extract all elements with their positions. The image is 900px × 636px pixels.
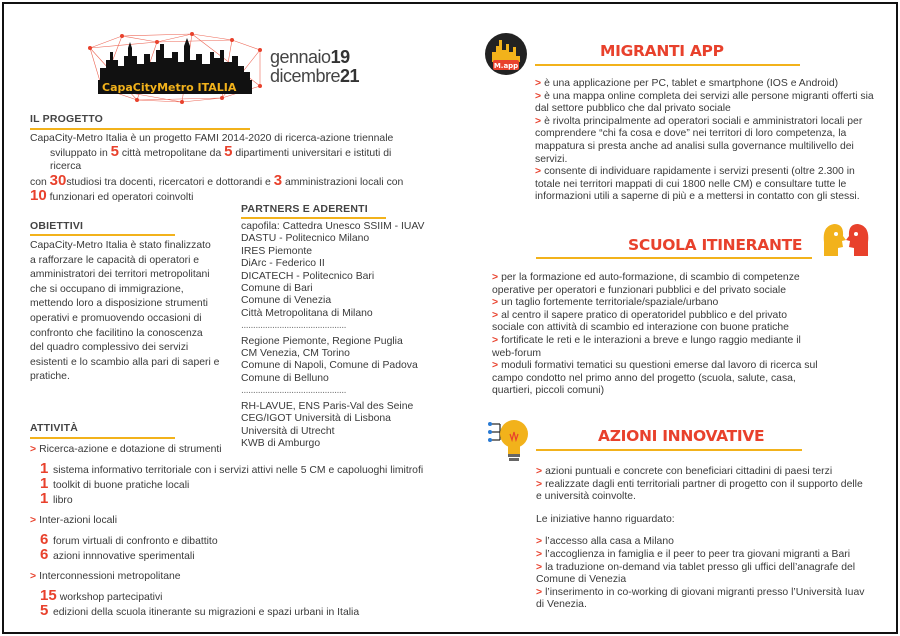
attivita-item-text: workshop partecipativi	[59, 592, 163, 603]
arrow-icon: >	[492, 297, 499, 309]
bullet-line	[492, 272, 862, 285]
obiettivi-line: pratiche.	[30, 371, 70, 383]
bullet-text: moduli formativi tematici su questioni emerse dal lavoro di ricerca sul	[501, 360, 818, 372]
bullet-text: di Venezia.	[536, 599, 587, 611]
date-month-start: gennaio	[270, 47, 331, 67]
bullet-text: sociale con attività di scambio ed interazione con buone pratiche	[492, 322, 789, 334]
bullet-text: per la formazione ed auto-formazione, di scambio di competenze	[501, 272, 800, 283]
attivita-item	[40, 533, 430, 548]
bullet-line	[492, 285, 862, 298]
bullet-line	[492, 310, 862, 323]
obiettivi-line: esistenti e lo scambio alla pari di saperi e	[30, 356, 220, 368]
count-departments: 5	[224, 143, 233, 161]
svg-text:M.app: M.app	[493, 62, 519, 70]
bullet-text: informazioni utili a saperne di più e a mettersi in contatto con gli stessi.	[535, 191, 860, 203]
partner-item: RH-LAVUE, ENS Paris-Val des Seine	[241, 400, 414, 412]
obiettivi-line: che si occupano di immigrazione,	[30, 283, 184, 295]
attivita-item-text: libro	[53, 495, 73, 506]
bullet-text: quartieri, piccoli comuni)	[492, 385, 605, 397]
partner-item: DiArc - Federico II	[241, 258, 325, 270]
bullet-line	[492, 335, 862, 348]
partner-item: Regione Piemonte, Regione Puglia	[241, 335, 403, 347]
bullet-text: Comune di Venezia	[536, 574, 627, 586]
attivita-underline	[30, 437, 175, 439]
partners-underline	[241, 217, 386, 219]
bullet-text: la traduzione on-demand via tablet presso gli uffici dell’anagrafe del	[545, 561, 856, 573]
attivita-head-interconnessioni: Interconnessioni metropolitane	[39, 571, 181, 582]
bullet-line	[535, 179, 880, 192]
bullet-line	[536, 491, 881, 504]
bullet-line	[536, 536, 881, 549]
bullet-line	[535, 141, 880, 154]
arrow-icon: >	[536, 561, 543, 573]
obiettivi-line: confronto che facilitino la conoscenza	[30, 327, 203, 339]
bullet-line	[536, 562, 881, 575]
arrow-icon: >	[30, 515, 37, 526]
bullet-line	[535, 191, 880, 204]
scuola-underline	[536, 257, 812, 259]
bullet-line	[535, 154, 880, 167]
attivita-item-text: toolkit di buone pratiche locali	[53, 480, 190, 491]
attivita-item	[40, 462, 430, 477]
obiettivi-line: del quadro complessivo dei servizi	[30, 342, 189, 354]
bullet-line	[492, 360, 862, 373]
lightbulb-icon	[486, 414, 532, 464]
bullet-line	[536, 587, 881, 600]
capacity-metro-logo	[82, 28, 267, 106]
partners-separator: ............................................	[241, 385, 347, 397]
azioni-underline	[536, 449, 802, 451]
partners-list	[241, 221, 441, 450]
obiettivi-line: a rafforzare le capacità di operatori e	[30, 254, 200, 266]
bullet-text: realizzate dagli enti territoriali partner di progetto con il supporto delle	[545, 478, 863, 490]
partner-item: CEG/IGOT Università di Lisbona	[241, 413, 391, 425]
partner-item: KWB di Amburgo	[241, 437, 321, 449]
attivita-item-text: edizioni della scuola itinerante su migrazioni e spazi urbani in Italia	[53, 607, 360, 618]
attivita-item	[40, 492, 430, 507]
bullet-text: è una mappa online completa dei servizi alle persone migranti offerti sia	[544, 90, 874, 102]
attivita-head-interazioni: Inter-azioni locali	[39, 515, 118, 526]
bullet-text: l’accesso alla casa a Milano	[545, 536, 674, 548]
bullet-line	[535, 116, 880, 129]
arrow-icon: >	[536, 586, 543, 598]
bullet-line	[492, 385, 862, 398]
attivita-count: 1	[40, 460, 49, 477]
count-cities: 5	[110, 143, 119, 161]
azioni-intro: Le iniziative hanno riguardato:	[536, 513, 675, 525]
bullet-text: è rivolta principalmente ad operatori sociali e amministratori locali per	[544, 115, 863, 127]
dialogue-heads-icon	[820, 220, 872, 258]
bullet-text: azioni puntuali e concrete con beneficiari cittadini di paesi terzi	[545, 466, 833, 477]
scuola-text	[492, 272, 862, 398]
azioni-text	[536, 466, 881, 612]
date-month-end: dicembre	[270, 66, 341, 86]
bullet-line	[492, 373, 862, 386]
attivita-item-text: forum virtuali di confronto e dibattito	[53, 536, 218, 547]
bullet-text: è una applicazione per PC, tablet e smartphone (IOS e Android)	[544, 78, 839, 89]
attivita-item	[40, 548, 430, 563]
attivita-item	[40, 589, 430, 604]
bullet-text: operative per operatori e funzionari pubblici e del privato sociale	[492, 284, 786, 296]
bullet-line	[492, 322, 862, 335]
partner-item: DICATECH - Politecnico Bari	[241, 270, 375, 282]
bullet-text: un taglio fortemente territoriale/spaziale/urbano	[501, 297, 719, 309]
bullet-line	[536, 466, 881, 479]
partner-item: Città Metropolitana di Milano	[241, 307, 373, 319]
section-title-progetto: IL PROGETTO	[30, 113, 103, 125]
bullet-text: l’accoglienza in famiglia e il peer to peer tra giovani migranti a Bari	[545, 548, 851, 560]
migranti-app-icon	[484, 32, 528, 76]
section-title-attivita: ATTIVITÀ	[30, 422, 79, 434]
obiettivi-text	[30, 239, 230, 385]
attivita-item	[40, 604, 430, 619]
attivita-count: 1	[40, 490, 49, 507]
arrow-icon: >	[492, 272, 499, 283]
bullet-text: dal settore pubblico che dal privato sociale	[535, 103, 731, 115]
bullet-line	[535, 128, 880, 141]
arrow-icon: >	[535, 78, 542, 89]
section-title-migranti: MIGRANTI APP	[600, 42, 724, 60]
bullet-text: campo condotto nel primo anno del progetto (scuola, salute, casa,	[492, 372, 796, 384]
bullet-line	[536, 599, 881, 612]
attivita-count: 1	[40, 475, 49, 492]
section-title-azioni: AZIONI INNOVATIVE	[598, 427, 765, 445]
arrow-icon: >	[492, 334, 499, 346]
partner-item: Comune di Belluno	[241, 372, 329, 384]
bullet-text: consente di individuare rapidamente i servizi presenti (oltre 2.300 in	[544, 166, 855, 178]
obiettivi-line: operativi e promuovendo occasioni di	[30, 312, 202, 324]
bullet-text: servizi.	[535, 153, 568, 165]
bullet-text: mappatura si presta anche ad analisi sulla governance multilivello dei	[535, 140, 854, 152]
attivita-item-text: azioni innnovative sperimentali	[53, 551, 195, 562]
attivita-item	[40, 477, 430, 492]
attivita-item-text: sistema informativo territoriale con i servizi attivi nelle 5 CM e capoluoghi limitrofi	[53, 465, 424, 476]
bullet-text: web-forum	[492, 347, 542, 359]
partner-item: CM Venezia, CM Torino	[241, 348, 350, 360]
partner-item: Comune di Bari	[241, 283, 313, 295]
bullet-text: fortificate le reti e le interazioni a breve e lungo raggio mediante il	[501, 334, 801, 346]
arrow-icon: >	[492, 360, 499, 372]
migranti-text	[535, 78, 880, 204]
bullet-line	[536, 549, 881, 562]
partner-item: Comune di Venezia	[241, 295, 332, 307]
bullet-text: comprendere “chi fa cosa e dove” nei territori di loro competenza, la	[535, 128, 847, 140]
bullet-text: al centro il sapere pratico di operatoridel pubblico e del privato	[501, 309, 787, 321]
date-year-end: 21	[340, 66, 360, 86]
bullet-text: totale nei territori mappati di cui 1800 nelle CM) e consultare tutte le	[535, 178, 847, 190]
bullet-line	[535, 91, 880, 104]
progetto-text: CapaCity-Metro Italia è un progetto FAMI 2014-2020 di ricerca-azione triennale sviluppato in 5 città metropolitane da 5 dipartimenti universitari e istituti di ricerca con 30studiosi tra docenti, ricercatori e dottorandi e 3 amministrazioni locali con 10 funzionari ed operatori coinvolti	[30, 133, 404, 204]
project-dates	[270, 48, 365, 86]
arrow-icon: >	[30, 444, 37, 455]
count-officials: 10	[30, 186, 47, 204]
partner-item: Università di Utrecht	[241, 425, 335, 437]
bullet-line	[536, 574, 881, 587]
arrow-icon: >	[535, 115, 542, 127]
attivita-count: 5	[40, 602, 49, 619]
section-title-scuola: SCUOLA ITINERANTE	[628, 236, 803, 254]
migranti-underline	[535, 64, 800, 66]
arrow-icon: >	[30, 571, 37, 582]
obiettivi-line: CapaCity-Metro Italia è stato finalizzato	[30, 240, 211, 251]
attivita-head-ricerca: Ricerca-azione e dotazione di strumenti	[39, 444, 222, 455]
arrow-icon: >	[492, 309, 499, 321]
bullet-line	[492, 297, 862, 310]
partners-separator: ............................................	[241, 320, 347, 332]
arrow-icon: >	[535, 166, 542, 178]
partner-item: capofila: Cattedra Unesco SSIIM - IUAV	[241, 221, 425, 232]
partner-item: IRES Piemonte	[241, 245, 313, 257]
bullet-text: e università coinvolte.	[536, 491, 636, 503]
arrow-icon: >	[536, 536, 543, 548]
section-title-obiettivi: OBIETTIVI	[30, 220, 84, 232]
count-researchers: 30	[49, 171, 67, 189]
bullet-line	[535, 103, 880, 116]
attivita-count: 15	[40, 587, 57, 604]
bullet-line	[492, 348, 862, 361]
attivita-list	[30, 443, 430, 619]
arrow-icon: >	[535, 90, 542, 102]
obiettivi-underline	[30, 234, 175, 236]
logo-text: CapaCityMetro ITALIA	[102, 81, 237, 94]
partner-item: DASTU - Politecnico Milano	[241, 233, 370, 245]
obiettivi-line: mettendo loro a disposizione strumenti	[30, 298, 208, 310]
date-year-start: 19	[330, 47, 350, 67]
arrow-icon: >	[536, 548, 543, 560]
bullet-line	[536, 479, 881, 492]
progetto-underline	[30, 128, 250, 130]
bullet-line	[535, 78, 880, 91]
attivita-count: 6	[40, 531, 49, 548]
arrow-icon: >	[536, 478, 543, 490]
partner-item: Comune di Napoli, Comune di Padova	[241, 360, 418, 372]
count-administrations: 3	[273, 171, 283, 189]
section-title-partners: PARTNERS E ADERENTI	[241, 203, 368, 215]
arrow-icon: >	[536, 466, 543, 477]
bullet-line	[535, 166, 880, 179]
attivita-count: 6	[40, 546, 49, 563]
obiettivi-line: amministratori dei territori metropolitani	[30, 269, 210, 281]
bullet-text: l’inserimento in co-working di giovani migranti presso l’Università Iuav	[545, 586, 865, 598]
